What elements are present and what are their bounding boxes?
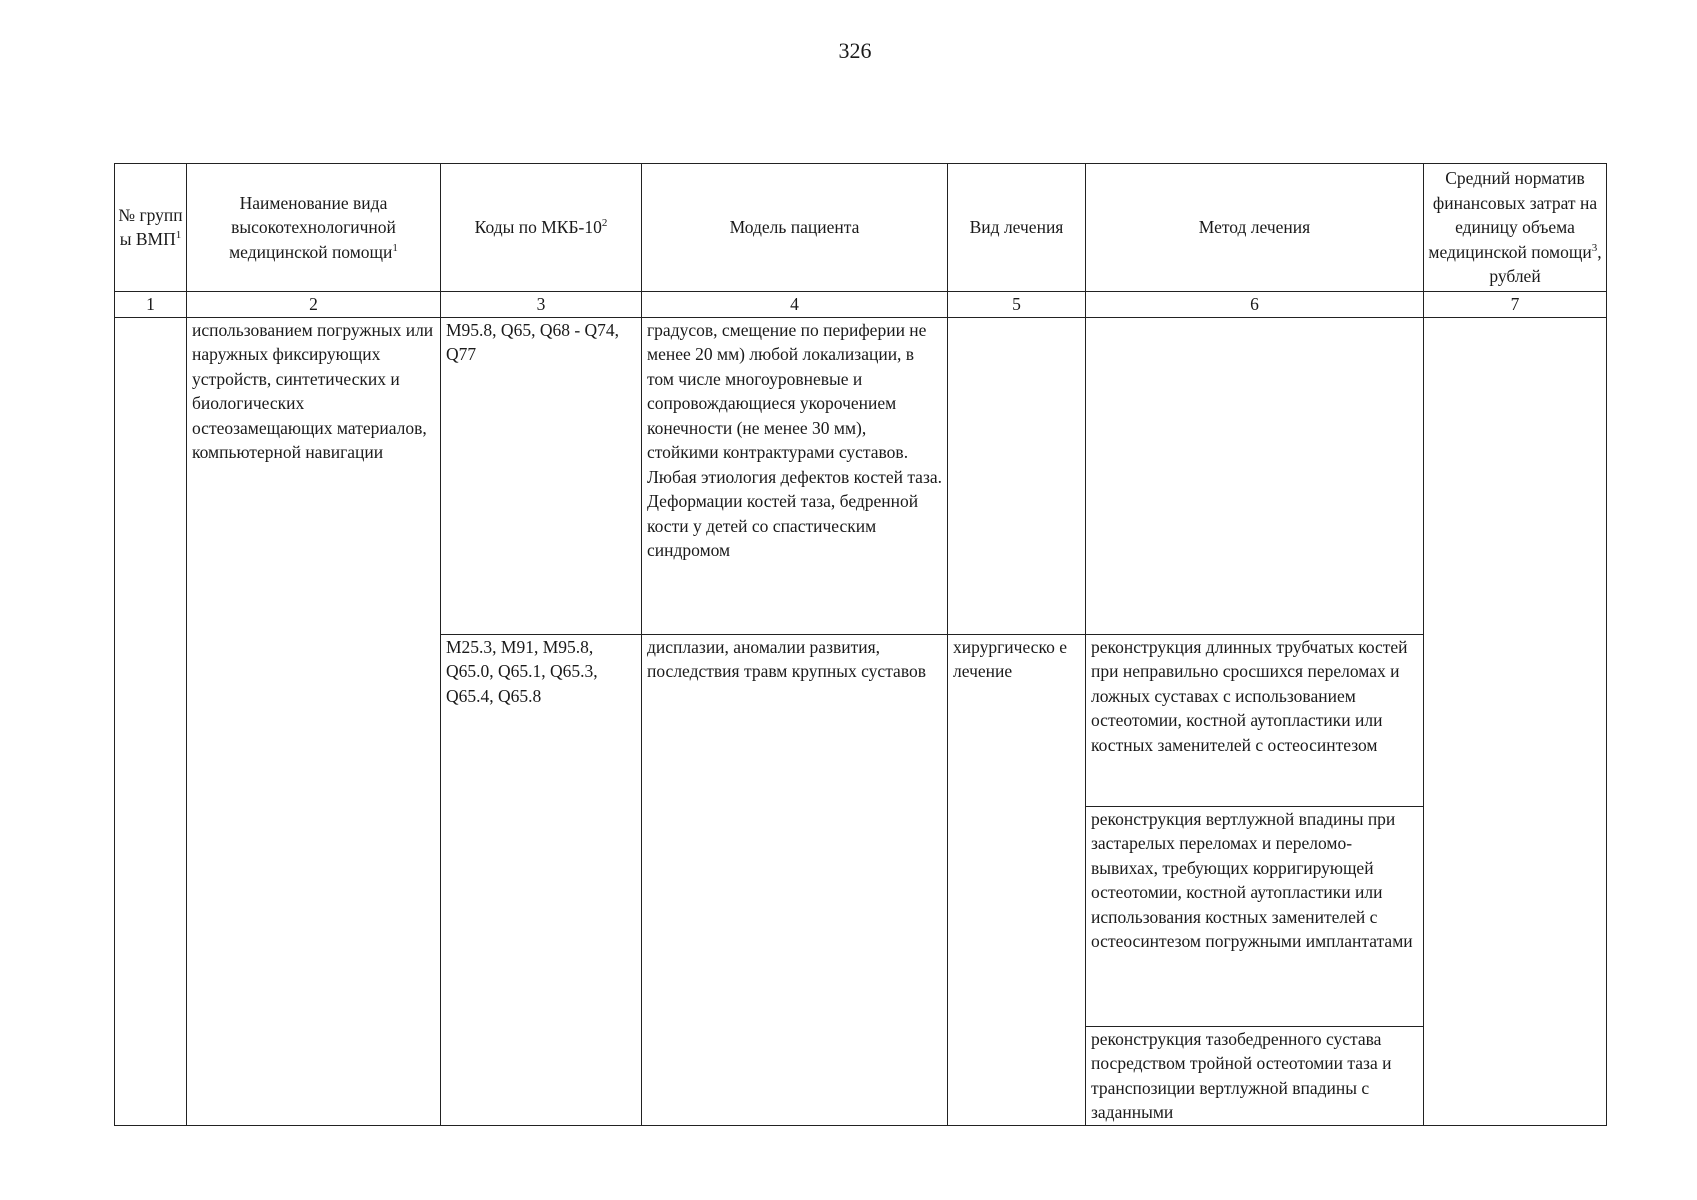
header-financial-standard: Средний норматив финансовых затрат на единицу объема медицинской помощи$^3$, рублей bbox=[1424, 164, 1607, 292]
treatment-method-cell: реконструкция длинных трубчатых костей при неправильно сросшихся переломах и ложных суставах с использованием остеотомии, костной аутопластики или костных заменителей с остеосинтезом bbox=[1086, 634, 1424, 806]
column-number-row bbox=[115, 291, 1607, 317]
header-icd-codes: Коды по МКБ-$10^2$ bbox=[441, 164, 642, 292]
treatment-method-cell: реконструкция тазобедренного сустава посредством тройной остеотомии таза и транспозиции вертлужной впадины с заданными bbox=[1086, 1026, 1424, 1125]
treatment-type-cell: хирургическо е лечение bbox=[948, 634, 1086, 1125]
column-number: 7 bbox=[1424, 291, 1607, 317]
treatment-type-cell bbox=[948, 317, 1086, 634]
column-number: 3 bbox=[441, 291, 642, 317]
header-patient-model: Модель пациента bbox=[642, 164, 948, 292]
vmp-table bbox=[114, 163, 1607, 1126]
header-treatment-method: Метод лечения bbox=[1086, 164, 1424, 292]
vmp-name-cell: использованием погружных или наружных фиксирующих устройств, синтетических и биологических остеозамещающих материалов, компьютерной навигации bbox=[187, 317, 441, 1125]
treatment-method-cell: реконструкция вертлужной впадины при застарелых переломах и переломо-вывихах, требующих корригирующей остеотомии, костной аутопластики или использования костных заменителей с остеосинтезом погружными имплантатами bbox=[1086, 806, 1424, 1026]
column-number: 1 bbox=[115, 291, 187, 317]
page-number: 326 bbox=[838, 38, 872, 63]
header-treatment-type: Вид лечения bbox=[948, 164, 1086, 292]
header-group-number: № групп ы ВМП$^1$ bbox=[115, 164, 187, 292]
group-number-cell bbox=[115, 317, 187, 1125]
financial-standard-cell bbox=[1424, 317, 1607, 1125]
column-number: 6 bbox=[1086, 291, 1424, 317]
column-number: 5 bbox=[948, 291, 1086, 317]
patient-model-cell: градусов, смещение по периферии не менее 20 мм) любой локализации, в том числе многоуровневые и сопровождающиеся укорочением конечности (не менее 30 мм), стойкими контрактурами суставов. Любая этиология дефектов костей таза. Деформации костей таза, бедренной кости у детей со спастическим синдромом bbox=[642, 317, 948, 634]
column-number: 2 bbox=[187, 291, 441, 317]
column-number: 4 bbox=[642, 291, 948, 317]
treatment-method-cell bbox=[1086, 317, 1424, 634]
table-row bbox=[115, 317, 1607, 634]
icd-codes-cell: M25.3, M91, M95.8, Q65.0, Q65.1, Q65.3, Q65.4, Q65.8 bbox=[441, 634, 642, 1125]
patient-model-cell: дисплазии, аномалии развития, последствия травм крупных суставов bbox=[642, 634, 948, 1125]
icd-codes-cell: M95.8, Q65, Q68 - Q74, Q77 bbox=[441, 317, 642, 634]
header-vmp-name: Наименование вида высокотехнологичной медицинской помощи$^1$ bbox=[187, 164, 441, 292]
table-header-row bbox=[115, 164, 1607, 292]
